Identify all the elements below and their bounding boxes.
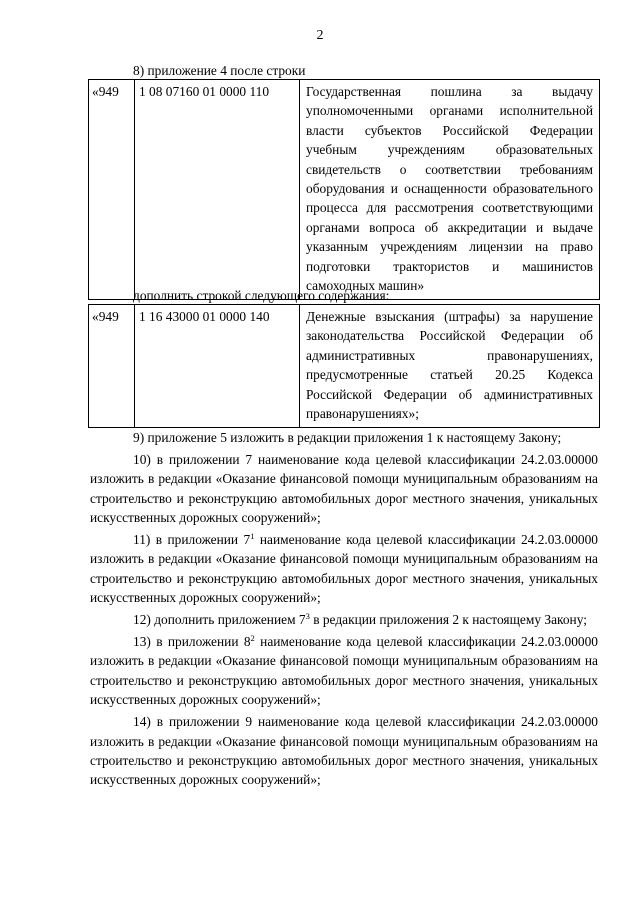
paragraph-text: наименование кода целевой классификации 24.2.03.00000 изложить в редакции «Оказание финансовой помощи муниципальным образованиям на строительство и реконструкцию автомобильных дорог местного значения, уникальных искусственных дорожных сооружений»; <box>90 532 598 606</box>
admin-code-cell: «949 <box>89 305 135 428</box>
table-row <box>89 305 600 428</box>
page-number: 2 <box>316 28 324 43</box>
add-row-intro: дополнить строкой следующего содержания: <box>133 288 390 303</box>
superscript-index: 2 <box>250 633 255 644</box>
paragraph-text: наименование кода целевой классификации 24.2.03.00000 изложить в редакции «Оказание финансовой помощи муниципальным образованиям на строительство и реконструкцию автомобильных дорог местного значения, уникальных искусственных дорожных сооружений»; <box>90 634 598 708</box>
paragraph-text: 12) дополнить приложением 7 <box>133 612 306 628</box>
paragraph-item-9: 9) приложение 5 изложить в редакции приложения 1 к настоящему Закону; <box>133 430 562 445</box>
superscript-index: 1 <box>250 531 255 542</box>
description-cell: Денежные взыскания (штрафы) за нарушение законодательства Российской Федерации об административных правонарушениях, предусмотренные статьей 20.25 Кодекса Российской Федерации об административных правонарушениях»; <box>300 305 600 428</box>
admin-code-cell: «949 <box>89 80 135 300</box>
kbk-table-existing-row <box>88 79 600 300</box>
paragraph-item-14: 14) в приложении 9 наименование кода целевой классификации 24.2.03.00000 изложить в редакции «Оказание финансовой помощи муниципальным образованиям на строительство и реконструкцию автомобильных дорог местного значения, уникальных искусственных дорожных сооружений»; <box>90 714 598 788</box>
paragraph-item-11 <box>90 530 598 608</box>
description-cell: Государственная пошлина за выдачу уполномоченными органами исполнительной власти субъектов Российской Федерации учебным учреждениям образовательных свидетельств о соответствии требованиям оборудования и оснащенности образовательного процесса для рассмотрения соответствующими органами вопроса об аккредитации и выдаче указанным учреждениям лицензии на право подготовки трактористов и машинистов самоходных машин» <box>300 80 600 300</box>
kbk-code-cell: 1 16 43000 01 0000 140 <box>135 305 300 428</box>
kbk-table-new-row <box>88 304 600 428</box>
table-row <box>89 80 600 300</box>
amendment-paragraphs <box>90 428 598 792</box>
paragraph-text: 13) в приложении 8 <box>133 634 251 650</box>
item-8-intro: 8) приложение 4 после строки <box>133 63 306 78</box>
paragraph-text: 11) в приложении 7 <box>133 532 251 548</box>
paragraph-item-10: 10) в приложении 7 наименование кода целевой классификации 24.2.03.00000 изложить в редакции «Оказание финансовой помощи муниципальным образованиям на строительство и реконструкцию автомобильных дорог местного значения, уникальных искусственных дорожных сооружений»; <box>90 451 598 526</box>
paragraph-item-13 <box>90 632 598 710</box>
kbk-code-cell: 1 08 07160 01 0000 110 <box>135 80 300 300</box>
paragraph-item-12 <box>90 610 598 629</box>
superscript-index: 3 <box>305 611 310 622</box>
paragraph-text: в редакции приложения 2 к настоящему Закону; <box>309 612 587 628</box>
